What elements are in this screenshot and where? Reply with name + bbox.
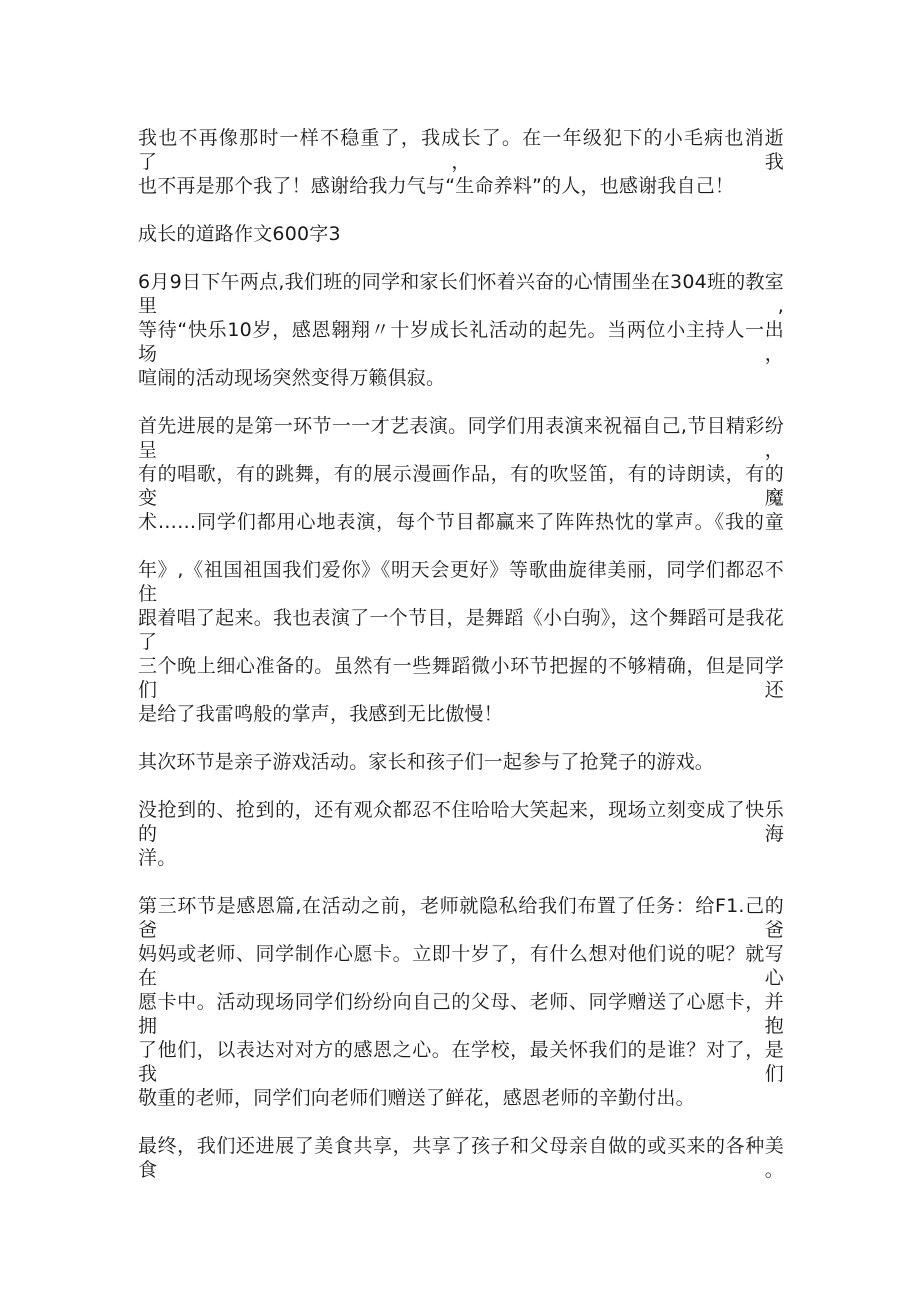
paragraph-line: 第三环节是感恩篇,在活动之前，老师就隐私给我们布置了任务：给F1.己的爸爸 <box>138 895 784 941</box>
paragraph-line: 是给了我雷鸣般的掌声，我感到无比傲慢！ <box>138 703 503 725</box>
paragraph-line: 首先进展的是第一环节一一才艺表演。同学们用表演来祝福自己,节目精彩纷呈， <box>138 415 784 461</box>
section-heading: 成长的道路作文600字3 <box>138 223 341 245</box>
paragraph-line: 愿卡中。活动现场同学们纷纷向自己的父母、老师、同学赠送了心愿卡，并拥抱 <box>138 991 784 1037</box>
paragraph-line: 喧闹的活动现场突然变得万籁俱寂。 <box>138 367 446 389</box>
paragraph-line: 我也不再像那时一样不稳重了，我成长了。在一年级犯下的小毛病也消逝了，我 <box>138 127 784 173</box>
paragraph-line: 敬重的老师，同学们向老师们赠送了鲜花，感恩老师的辛勤付出。 <box>138 1087 695 1109</box>
paragraph-line: 妈妈或老师、同学制作心愿卡。立即十岁了，有什么想对他们说的呢？就写在心 <box>138 943 784 989</box>
paragraph-line: 也不再是那个我了！感谢给我力气与“生命养料”的人，也感谢我自己！ <box>138 175 735 197</box>
paragraph-line: 洋。 <box>138 847 177 869</box>
paragraph-line: 年》,《祖国祖国我们爱你》《明天会更好》等歌曲旋律美丽，同学们都忍不住 <box>138 559 784 605</box>
paragraph-line: 跟着唱了起来。我也表演了一个节目，是舞蹈《小白驹》，这个舞蹈可是我花了 <box>138 607 784 653</box>
paragraph-line: 有的唱歌，有的跳舞，有的展示漫画作品，有的吹竖笛，有的诗朗读，有的变魔 <box>138 463 784 509</box>
paragraph-line: 了他们，以表达对对方的感恩之心。在学校，最关怀我们的是谁？对了，是我们 <box>138 1039 784 1085</box>
paragraph-line: 没抢到的、抢到的，还有观众都忍不住哈哈大笑起来，现场立刻变成了快乐的海 <box>138 799 784 845</box>
paragraph-line: 6月9日下午两点,我们班的同学和家长们怀着兴奋的心情围坐在304班的教室里, <box>138 271 784 317</box>
paragraph-line: 三个晚上细心准备的。虽然有一些舞蹈微小环节把握的不够精确，但是同学们还 <box>138 655 784 701</box>
paragraph-line: 等待“快乐10岁，感恩翱翔〃十岁成长礼活动的起先。当两位小主持人一出场， <box>138 319 784 365</box>
paragraph-line: 其次环节是亲子游戏活动。家长和孩子们一起参与了抢凳子的游戏。 <box>138 751 715 773</box>
paragraph-line: 术……同学们都用心地表演，每个节目都赢来了阵阵热忱的掌声。《我的童 <box>138 511 784 533</box>
paragraph-line: 最终，我们还进展了美食共享，共享了孩子和父母亲自做的或买来的各种美食。 <box>138 1135 784 1181</box>
